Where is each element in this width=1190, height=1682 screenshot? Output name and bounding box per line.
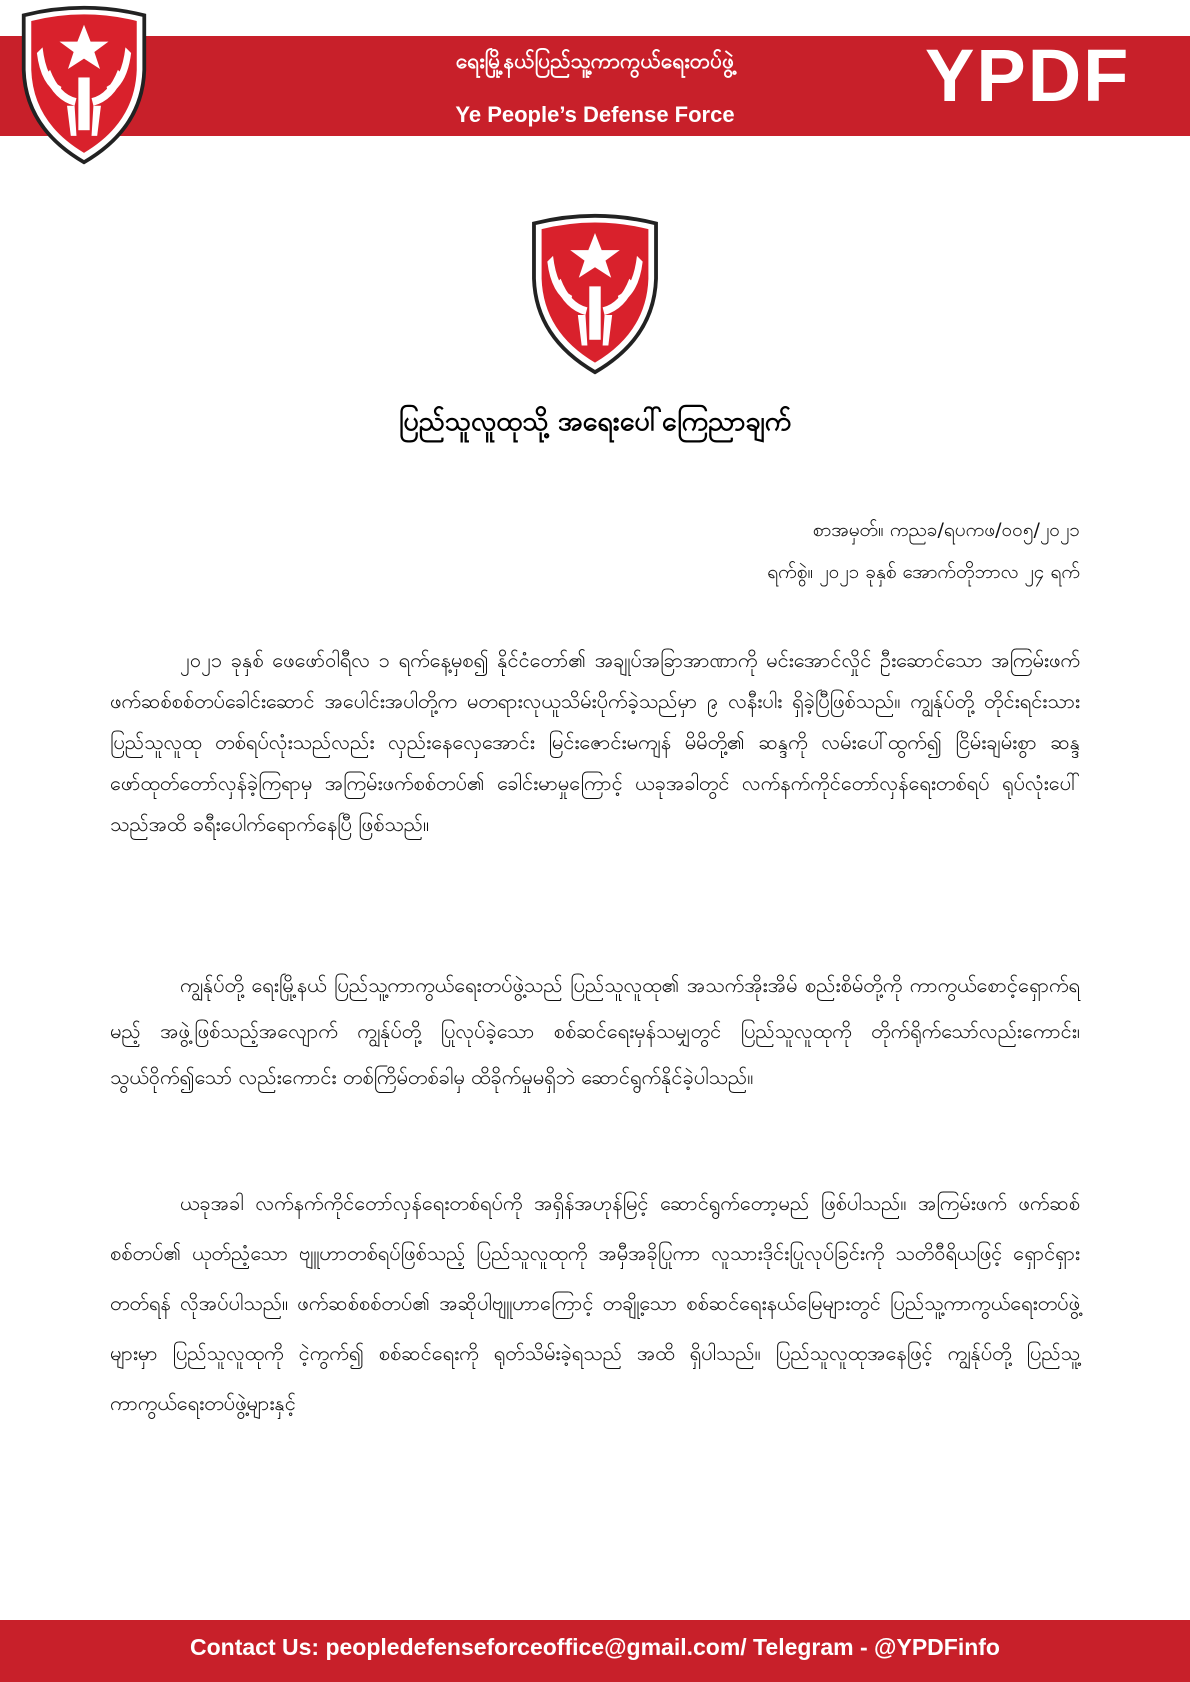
org-name-burmese: ရေးမြို့နယ်ပြည်သူ့ကာကွယ်ရေးတပ်ဖွဲ့ xyxy=(455,49,735,73)
shield-star-emblem-icon xyxy=(18,4,150,166)
org-acronym: YPDF xyxy=(925,34,1131,117)
footer-contact-info: Contact Us: peopledefenseforceoffice@gmail.com/ Telegram - @YPDFinfo xyxy=(190,1634,1000,1660)
document-title: ပြည်သူလူထုသို့ အရေးပေါ်ကြေညာချက် xyxy=(398,406,792,437)
document-date: ရက်စွဲ။ ၂၀၂၁ ခုနှစ် အောက်တိုဘာလ ၂၄ ရက် xyxy=(767,561,1080,583)
reference-number: စာအမှတ်။ ကညခ/ရပကဖ/၀၀၅/၂၀၂၁ xyxy=(812,519,1080,541)
body-paragraph: ၂၀၂၁ ခုနှစ် ဖေဖော်ဝါရီလ ၁ ရက်နေ့မှစ၍ နိုင်ငံတော်၏ အချုပ်အခြာအာဏာကို မင်းအောင်လှိုင် ဦးဆောင်သော အကြမ်းဖက် ဖက်ဆစ်စစ်တပ်ခေါင်းဆောင် အပေါင်းအပါတို့က မတရားလုယူသိမ်းပိုက်ခဲ့သည်မှာ ၉ လနီးပါး ရှိခဲ့ပြီဖြစ်သည်။ ကျွန်ုပ်တို့ တိုင်းရင်းသား ပြည်သူလူထု တစ်ရပ်လုံးသည်လည်း လှည်းနေလှေအောင်း မြင်းဇောင်းမကျန် မိမိတို့၏ ဆန္ဒကို လမ်းပေါ်ထွက်၍ ငြိမ်းချမ်းစွာ ဆန္ဒဖော်ထုတ်တော်လှန်ခဲ့ကြရာမှ အကြမ်းဖက်စစ်တပ်၏ ခေါင်းမာမှုကြောင့် ယခုအခါတွင် လက်နက်ကိုင်တော်လှန်ရေးတစ်ရပ် ရုပ်လုံးပေါ်သည်အထိ ခရီးပေါက်ရောက်နေပြီ ဖြစ်သည်။ xyxy=(110,648,1080,836)
body-paragraph: ကျွန်ုပ်တို့ ရေးမြို့နယ် ပြည်သူ့ကာကွယ်ရေးတပ်ဖွဲ့သည် ပြည်သူလူထု၏ အသက်အိုးအိမ် စည်းစိမ်တို့ကို ကာကွယ်စောင့်ရှောက်ရမည့် အဖွဲ့ဖြစ်သည့်အလျောက် ကျွန်ုပ်တို့ ပြုလုပ်ခဲ့သော စစ်ဆင်ရေးမှန်သမျှတွင် ပြည်သူလူထုကို တိုက်ရိုက်သော်လည်းကောင်း၊ သွယ်ဝိုက်၍သော် လည်းကောင်း တစ်ကြိမ်တစ်ခါမှ ထိခိုက်မှုမရှိဘဲ ဆောင်ရွက်နိုင်ခဲ့ပါသည်။ xyxy=(110,973,1080,1089)
shield-star-emblem-icon xyxy=(528,212,662,376)
body-paragraph: ယခုအခါ လက်နက်ကိုင်တော်လှန်ရေးတစ်ရပ်ကို အရှိန်အဟုန်မြင့် ဆောင်ရွက်တော့မည် ဖြစ်ပါသည်။ အကြမ်းဖက် ဖက်ဆစ်စစ်တပ်၏ ယုတ်ညံ့သော ဗျူဟာတစ်ရပ်ဖြစ်သည့် ပြည်သူလူထုကို အမှီအခိုပြုကာ လူသားဒိုင်းပြုလုပ်ခြင်းကို သတိဝီရိယဖြင့် ရှောင်ရှားတတ်ရန် လိုအပ်ပါသည်။ ဖက်ဆစ်စစ်တပ်၏ အဆိုပါဗျူဟာကြောင့် တချို့သော စစ်ဆင်ရေးနယ်မြေများတွင် ပြည်သူ့ကာကွယ်ရေးတပ်ဖွဲ့များမှာ ပြည်သူလူထုကို ငဲ့ကွက်၍ စစ်ဆင်ရေးကို ရုတ်သိမ်းခဲ့ရသည် အထိ ရှိပါသည်။ ပြည်သူလူထုအနေဖြင့် ကျွန်ုပ်တို့ ပြည်သူ့ကာကွယ်ရေးတပ်ဖွဲ့များနှင့် xyxy=(110,1191,1080,1415)
org-name-english: Ye People’s Defense Force xyxy=(455,102,735,127)
